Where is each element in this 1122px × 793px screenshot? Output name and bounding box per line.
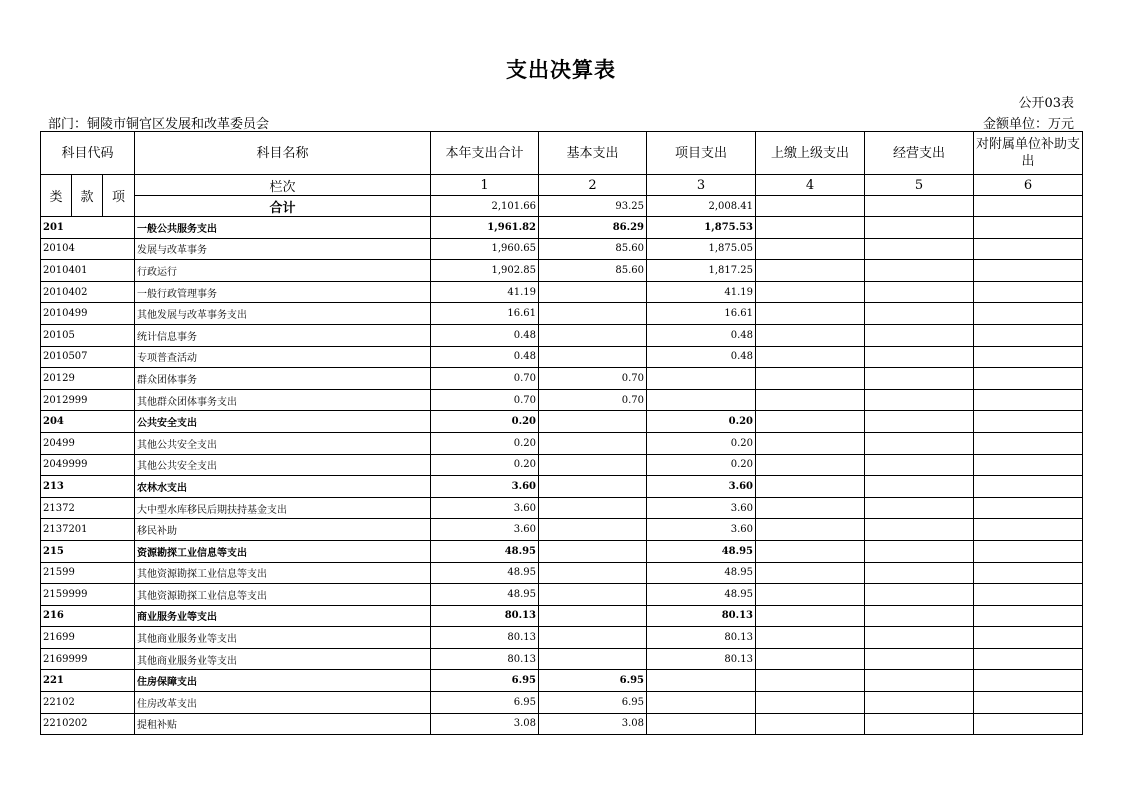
row-name: 农林水支出 — [135, 476, 431, 498]
row-code: 2049999 — [41, 454, 135, 476]
table-row — [41, 217, 1083, 239]
expenditure-table — [40, 131, 1083, 735]
row-basic: 0.70 — [539, 389, 647, 411]
row-total: 48.95 — [431, 540, 539, 562]
row-upper — [756, 713, 865, 735]
table-row — [41, 670, 1083, 692]
row-business — [865, 692, 974, 714]
row-code: 2010402 — [41, 281, 135, 303]
row-name: 提租补贴 — [135, 713, 431, 735]
col-index-1: 1 — [431, 175, 539, 196]
row-total: 41.19 — [431, 281, 539, 303]
row-total: 1,961.82 — [431, 217, 539, 239]
unit-label: 金额单位：万元 — [982, 117, 1074, 132]
row-total: 48.95 — [431, 584, 539, 606]
row-project: 0.48 — [647, 346, 756, 368]
row-basic — [539, 432, 647, 454]
row-name: 一般公共服务支出 — [135, 217, 431, 239]
row-project — [647, 692, 756, 714]
row-name: 群众团体事务 — [135, 368, 431, 390]
row-upper — [756, 324, 865, 346]
row-total: 0.20 — [431, 411, 539, 433]
page-title: 支出决算表 — [506, 58, 616, 82]
row-upper — [756, 389, 865, 411]
row-subsidy — [974, 692, 1083, 714]
row-upper — [756, 562, 865, 584]
table-row — [41, 260, 1083, 282]
row-upper — [756, 540, 865, 562]
table-row — [41, 497, 1083, 519]
row-basic: 3.08 — [539, 713, 647, 735]
row-upper — [756, 670, 865, 692]
row-name: 其他资源勘探工业信息等支出 — [135, 584, 431, 606]
row-name: 住房保障支出 — [135, 670, 431, 692]
table-row — [41, 540, 1083, 562]
table-row — [41, 411, 1083, 433]
total-business — [865, 196, 974, 217]
row-project: 0.48 — [647, 324, 756, 346]
row-subsidy — [974, 605, 1083, 627]
row-project: 1,817.25 — [647, 260, 756, 282]
row-basic — [539, 454, 647, 476]
row-subsidy — [974, 476, 1083, 498]
column-index-row — [41, 175, 1083, 196]
table-row — [41, 281, 1083, 303]
row-code: 215 — [41, 540, 135, 562]
col-index-3: 3 — [647, 175, 756, 196]
row-subsidy — [974, 562, 1083, 584]
row-name: 其他商业服务业等支出 — [135, 648, 431, 670]
total-basic: 93.25 — [539, 196, 647, 217]
header-row — [41, 132, 1083, 175]
row-business — [865, 217, 974, 239]
row-business — [865, 389, 974, 411]
table-row — [41, 389, 1083, 411]
row-upper — [756, 519, 865, 541]
table-row — [41, 605, 1083, 627]
row-code: 20105 — [41, 324, 135, 346]
col-index-5: 5 — [865, 175, 974, 196]
row-name: 行政运行 — [135, 260, 431, 282]
row-name: 商业服务业等支出 — [135, 605, 431, 627]
row-code: 22102 — [41, 692, 135, 714]
row-basic — [539, 411, 647, 433]
row-upper — [756, 238, 865, 260]
total-label: 合计 — [135, 196, 431, 217]
row-subsidy — [974, 519, 1083, 541]
row-name: 其他群众团体事务支出 — [135, 389, 431, 411]
row-total: 0.20 — [431, 454, 539, 476]
row-subsidy — [974, 346, 1083, 368]
row-project: 80.13 — [647, 627, 756, 649]
row-subsidy — [974, 303, 1083, 325]
table-row — [41, 432, 1083, 454]
header-upper: 上缴上级支出 — [756, 132, 865, 175]
row-upper — [756, 584, 865, 606]
department-label: 部门：铜陵市铜官区发展和改革委员会 — [48, 117, 270, 132]
row-upper — [756, 648, 865, 670]
table-row — [41, 627, 1083, 649]
row-project: 0.20 — [647, 411, 756, 433]
row-name: 专项普查活动 — [135, 346, 431, 368]
row-total: 6.95 — [431, 670, 539, 692]
row-business — [865, 584, 974, 606]
row-upper — [756, 476, 865, 498]
row-upper — [756, 627, 865, 649]
row-subsidy — [974, 217, 1083, 239]
row-business — [865, 238, 974, 260]
total-project: 2,008.41 — [647, 196, 756, 217]
col-index-2: 2 — [539, 175, 647, 196]
row-subsidy — [974, 260, 1083, 282]
row-subsidy — [974, 324, 1083, 346]
header-xiang: 项 — [103, 175, 135, 217]
header-total: 本年支出合计 — [431, 132, 539, 175]
row-name: 一般行政管理事务 — [135, 281, 431, 303]
row-subsidy — [974, 540, 1083, 562]
row-business — [865, 454, 974, 476]
row-subsidy — [974, 281, 1083, 303]
header-code: 科目代码 — [41, 132, 135, 175]
row-basic — [539, 324, 647, 346]
row-subsidy — [974, 713, 1083, 735]
row-name: 资源勘探工业信息等支出 — [135, 540, 431, 562]
row-code: 2012999 — [41, 389, 135, 411]
col-index-6: 6 — [974, 175, 1083, 196]
table-row — [41, 648, 1083, 670]
row-total: 0.20 — [431, 432, 539, 454]
row-business — [865, 346, 974, 368]
row-business — [865, 497, 974, 519]
header-name: 科目名称 — [135, 132, 431, 175]
row-basic: 86.29 — [539, 217, 647, 239]
row-total: 3.60 — [431, 519, 539, 541]
row-total: 3.60 — [431, 497, 539, 519]
row-code: 20499 — [41, 432, 135, 454]
row-project: 1,875.53 — [647, 217, 756, 239]
row-business — [865, 605, 974, 627]
row-business — [865, 324, 974, 346]
header-business: 经营支出 — [865, 132, 974, 175]
row-project: 3.60 — [647, 497, 756, 519]
row-business — [865, 432, 974, 454]
row-code: 21599 — [41, 562, 135, 584]
row-total: 3.60 — [431, 476, 539, 498]
row-basic — [539, 562, 647, 584]
row-project — [647, 368, 756, 390]
row-basic — [539, 476, 647, 498]
row-name: 其他公共安全支出 — [135, 432, 431, 454]
row-business — [865, 411, 974, 433]
row-name: 其他商业服务业等支出 — [135, 627, 431, 649]
row-basic: 6.95 — [539, 670, 647, 692]
row-upper — [756, 411, 865, 433]
row-upper — [756, 281, 865, 303]
row-upper — [756, 303, 865, 325]
row-business — [865, 368, 974, 390]
row-project: 48.95 — [647, 562, 756, 584]
table-row — [41, 562, 1083, 584]
col-index-4: 4 — [756, 175, 865, 196]
row-business — [865, 303, 974, 325]
row-subsidy — [974, 411, 1083, 433]
row-code: 201 — [41, 217, 135, 239]
row-business — [865, 476, 974, 498]
row-project: 48.95 — [647, 584, 756, 606]
row-code: 221 — [41, 670, 135, 692]
row-upper — [756, 260, 865, 282]
row-name: 大中型水库移民后期扶持基金支出 — [135, 497, 431, 519]
header-lanci: 栏次 — [135, 175, 431, 196]
table-row — [41, 713, 1083, 735]
row-basic — [539, 584, 647, 606]
row-total: 1,960.65 — [431, 238, 539, 260]
row-subsidy — [974, 238, 1083, 260]
row-upper — [756, 497, 865, 519]
row-name: 其他公共安全支出 — [135, 454, 431, 476]
header-lei: 类 — [41, 175, 72, 217]
row-upper — [756, 217, 865, 239]
row-basic: 0.70 — [539, 368, 647, 390]
row-total: 80.13 — [431, 648, 539, 670]
table-row — [41, 454, 1083, 476]
row-subsidy — [974, 454, 1083, 476]
row-project: 1,875.05 — [647, 238, 756, 260]
row-upper — [756, 454, 865, 476]
table-row — [41, 476, 1083, 498]
header-subsidy: 对附属单位补助支出 — [974, 132, 1083, 175]
row-business — [865, 648, 974, 670]
row-project — [647, 670, 756, 692]
row-name: 公共安全支出 — [135, 411, 431, 433]
row-basic — [539, 540, 647, 562]
row-total: 3.08 — [431, 713, 539, 735]
row-code: 2010401 — [41, 260, 135, 282]
header-kuan: 款 — [72, 175, 103, 217]
row-code: 204 — [41, 411, 135, 433]
row-name: 移民补助 — [135, 519, 431, 541]
total-row — [41, 196, 1083, 217]
row-basic: 85.60 — [539, 260, 647, 282]
table-row — [41, 324, 1083, 346]
row-basic: 6.95 — [539, 692, 647, 714]
row-basic — [539, 519, 647, 541]
table-row — [41, 584, 1083, 606]
table-row — [41, 303, 1083, 325]
table-row — [41, 692, 1083, 714]
row-basic — [539, 497, 647, 519]
row-code: 2169999 — [41, 648, 135, 670]
row-subsidy — [974, 497, 1083, 519]
row-business — [865, 281, 974, 303]
table-row — [41, 238, 1083, 260]
row-subsidy — [974, 670, 1083, 692]
row-name: 发展与改革事务 — [135, 238, 431, 260]
row-code: 21699 — [41, 627, 135, 649]
row-basic — [539, 648, 647, 670]
row-project: 0.20 — [647, 432, 756, 454]
row-basic — [539, 281, 647, 303]
row-code: 2210202 — [41, 713, 135, 735]
row-total: 0.70 — [431, 368, 539, 390]
row-code: 2010507 — [41, 346, 135, 368]
total-upper — [756, 196, 865, 217]
row-basic — [539, 627, 647, 649]
row-code: 20129 — [41, 368, 135, 390]
row-project: 16.61 — [647, 303, 756, 325]
row-name: 其他发展与改革事务支出 — [135, 303, 431, 325]
row-upper — [756, 346, 865, 368]
row-total: 80.13 — [431, 627, 539, 649]
row-code: 2010499 — [41, 303, 135, 325]
row-project: 3.60 — [647, 519, 756, 541]
row-subsidy — [974, 368, 1083, 390]
row-code: 216 — [41, 605, 135, 627]
row-total: 0.48 — [431, 324, 539, 346]
row-name: 统计信息事务 — [135, 324, 431, 346]
row-project: 48.95 — [647, 540, 756, 562]
total-subsidy — [974, 196, 1083, 217]
row-total: 80.13 — [431, 605, 539, 627]
row-project: 0.20 — [647, 454, 756, 476]
row-business — [865, 519, 974, 541]
total-total: 2,101.66 — [431, 196, 539, 217]
row-project: 41.19 — [647, 281, 756, 303]
row-project: 80.13 — [647, 648, 756, 670]
row-basic — [539, 303, 647, 325]
row-subsidy — [974, 627, 1083, 649]
row-subsidy — [974, 432, 1083, 454]
row-code: 213 — [41, 476, 135, 498]
row-upper — [756, 368, 865, 390]
row-business — [865, 627, 974, 649]
row-subsidy — [974, 584, 1083, 606]
row-upper — [756, 605, 865, 627]
row-project: 3.60 — [647, 476, 756, 498]
table-row — [41, 346, 1083, 368]
row-project: 80.13 — [647, 605, 756, 627]
row-total: 1,902.85 — [431, 260, 539, 282]
row-total: 0.70 — [431, 389, 539, 411]
header-project: 项目支出 — [647, 132, 756, 175]
row-code: 20104 — [41, 238, 135, 260]
row-business — [865, 260, 974, 282]
row-business — [865, 713, 974, 735]
row-project — [647, 713, 756, 735]
row-total: 0.48 — [431, 346, 539, 368]
row-basic — [539, 346, 647, 368]
row-code: 2137201 — [41, 519, 135, 541]
header-basic: 基本支出 — [539, 132, 647, 175]
row-business — [865, 562, 974, 584]
row-basic: 85.60 — [539, 238, 647, 260]
row-subsidy — [974, 389, 1083, 411]
row-name: 其他资源勘探工业信息等支出 — [135, 562, 431, 584]
row-total: 16.61 — [431, 303, 539, 325]
row-business — [865, 670, 974, 692]
row-total: 6.95 — [431, 692, 539, 714]
row-code: 21372 — [41, 497, 135, 519]
row-upper — [756, 692, 865, 714]
table-row — [41, 368, 1083, 390]
row-project — [647, 389, 756, 411]
row-code: 2159999 — [41, 584, 135, 606]
row-name: 住房改革支出 — [135, 692, 431, 714]
row-subsidy — [974, 648, 1083, 670]
row-basic — [539, 605, 647, 627]
row-total: 48.95 — [431, 562, 539, 584]
row-upper — [756, 432, 865, 454]
table-row — [41, 519, 1083, 541]
row-business — [865, 540, 974, 562]
form-number: 公开03表 — [1018, 96, 1074, 111]
